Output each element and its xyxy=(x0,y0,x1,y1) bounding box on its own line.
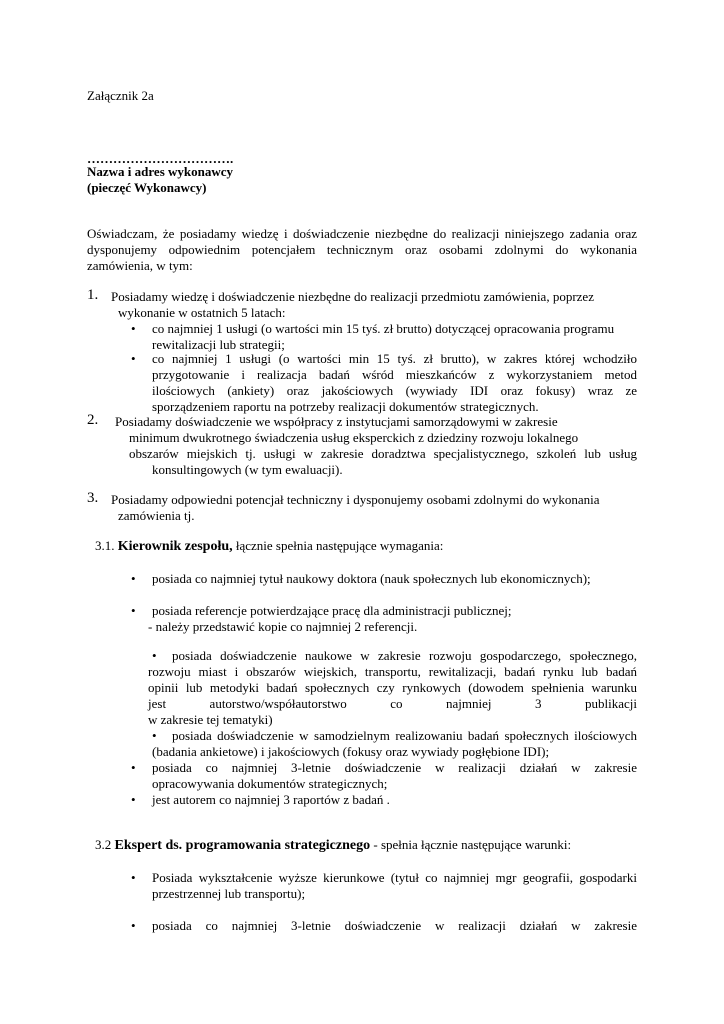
contractor-stamp-label: (pieczęć Wykonawcy) xyxy=(87,180,207,195)
section-3-1-bullet-5-line-2: opracowywania dokumentów strategicznych; xyxy=(152,776,388,791)
section-3-1-number: 3.1. xyxy=(95,538,115,553)
section-3-1-bullet-2-line-1: posiada referencje potwierdzające pracę dla administracji publicznej; xyxy=(152,603,512,618)
section-3-1-bullet-2-line-2: - należy przedstawić kopie co najmniej 2 referencji. xyxy=(148,619,418,634)
bullet-icon: • xyxy=(131,321,136,336)
item-3-line-2: zamówienia tj. xyxy=(118,508,195,523)
item-2-line-4: konsultingowych (w tym ewaluacji). xyxy=(152,462,343,477)
item-1-bullet-1-line-2: rewitalizacji lub strategii; xyxy=(152,337,285,352)
bullet-icon: • xyxy=(152,648,157,663)
section-3-1-rest: łącznie spełnia następujące wymagania: xyxy=(232,538,444,553)
bullet-icon: • xyxy=(131,603,136,618)
contractor-name-label: Nazwa i adres wykonawcy xyxy=(87,164,234,179)
intro-line-2: dysponujemy odpowiednim potencjałem technicznym oraz osobami zdolnymi do wykonania xyxy=(87,242,637,257)
item-1-bullet-1-line-1: co najmniej 1 usługi (o wartości min 15 tyś. zł brutto) dotyczącej opracowania programu xyxy=(152,321,615,336)
bullet-icon: • xyxy=(131,792,136,807)
section-3-2-number: 3.2 xyxy=(95,837,112,852)
item-1-bullet-2-line-4: sporządzeniem raportu na potrzeby realizacji dokumentów strategicznych. xyxy=(152,399,539,414)
bullet-icon: • xyxy=(131,351,136,366)
section-3-2-bullet-1-line-2: przestrzennej lub transportu); xyxy=(152,886,306,901)
item-2-line-2: minimum dwukrotnego świadczenia usług eksperckich z dziedziny rozwoju lokalnego xyxy=(129,430,579,445)
item-1-bullet-2-line-1: co najmniej 1 usługi (o wartości min 15 tyś. zł brutto), w zakres której wchodziło xyxy=(152,351,637,366)
item-1-line-1: Posiadamy wiedzę i doświadczenie niezbędne do realizacji przedmiotu zamówienia, poprzez xyxy=(111,289,594,304)
section-3-1-bullet-3-line-5: w zakresie tej tematyki) xyxy=(148,712,273,727)
item-1-number: 1. xyxy=(87,287,99,303)
section-3-1-bullet-3-line-2: rozwoju miast i obszarów wiejskich, transportu, rewitalizacji, badań rynku lub badań xyxy=(148,664,637,679)
item-1-line-2: wykonanie w ostatnich 5 latach: xyxy=(118,305,286,320)
item-2-line-3: obszarów miejskich tj. usługi w zakresie doradztwa specjalistycznego, szkoleń lub usług xyxy=(129,446,637,461)
signature-dots: ……………………………. xyxy=(87,151,234,166)
bullet-icon: • xyxy=(131,918,136,933)
intro-line-3: zamówienia, w tym: xyxy=(87,258,193,273)
section-3-1-bullet-3-line-4: jest autorstwo/współautorstwo co najmniej 3 publikacji xyxy=(148,696,637,711)
item-1-bullet-2-line-3: ilościowych (ankiety) oraz jakościowych (wywiady IDI oraz fokusy) wraz ze xyxy=(152,383,637,398)
section-3-2-rest: - spełnia łącznie następujące warunki: xyxy=(370,837,572,852)
item-3-line-1: Posiadamy odpowiedni potencjał techniczny i dysponujemy osobami zdolnymi do wykonania xyxy=(111,492,600,507)
section-3-1-bullet-6: jest autorem co najmniej 3 raportów z badań . xyxy=(152,792,390,807)
section-3-1-bullet-1: posiada co najmniej tytuł naukowy doktora (nauk społecznych lub ekonomicznych); xyxy=(152,571,591,586)
item-1-bullet-2-line-2: przygotowanie i realizacja badań wśród mieszkańców z wykorzystaniem metod xyxy=(152,367,637,382)
item-3-number: 3. xyxy=(87,490,99,506)
bullet-icon: • xyxy=(131,760,136,775)
section-3-1-bullet-4-line-2: (badania ankietowe) i jakościowych (fokusy oraz wywiady pogłębione IDI); xyxy=(152,744,550,759)
bullet-icon: • xyxy=(131,571,136,586)
section-3-1-title: Kierownik zespołu, xyxy=(117,539,233,554)
section-3-2-bullet-1-line-1: Posiada wykształcenie wyższe kierunkowe (tytuł co najmniej mgr geografii, gospodarki xyxy=(152,870,637,885)
bullet-icon: • xyxy=(152,728,157,743)
section-3-2-bullet-2-line-1: posiada co najmniej 3-letnie doświadczenie w realizacji działań w zakresie xyxy=(152,918,637,933)
section-3-2-title: Ekspert ds. programowania strategicznego xyxy=(114,838,371,853)
item-2-number: 2. xyxy=(87,412,99,428)
item-2-line-1: Posiadamy doświadczenie we współpracy z instytucjami samorządowymi w zakresie xyxy=(115,414,558,429)
section-3-1-bullet-3-line-3: opinii lub metodyki badań społecznych czy rynkowych (dowodem spełnienia warunku xyxy=(148,680,637,695)
bullet-icon: • xyxy=(131,870,136,885)
section-3-1-bullet-4-line-1: posiada doświadczenie w samodzielnym realizowaniu badań społecznych ilościowych xyxy=(172,728,637,743)
intro-line-1: Oświadczam, że posiadamy wiedzę i doświadczenie niezbędne do realizacji niniejszego zadania oraz xyxy=(87,226,637,241)
section-3-1-bullet-3-line-1: posiada doświadczenie naukowe w zakresie rozwoju gospodarczego, społecznego, xyxy=(172,648,637,663)
section-3-1-bullet-5-line-1: posiada co najmniej 3-letnie doświadczenie w realizacji działań w zakresie xyxy=(152,760,637,775)
section-3-1-heading xyxy=(95,538,443,555)
section-3-2-heading xyxy=(95,837,571,854)
attachment-label: Załącznik 2a xyxy=(87,88,154,103)
